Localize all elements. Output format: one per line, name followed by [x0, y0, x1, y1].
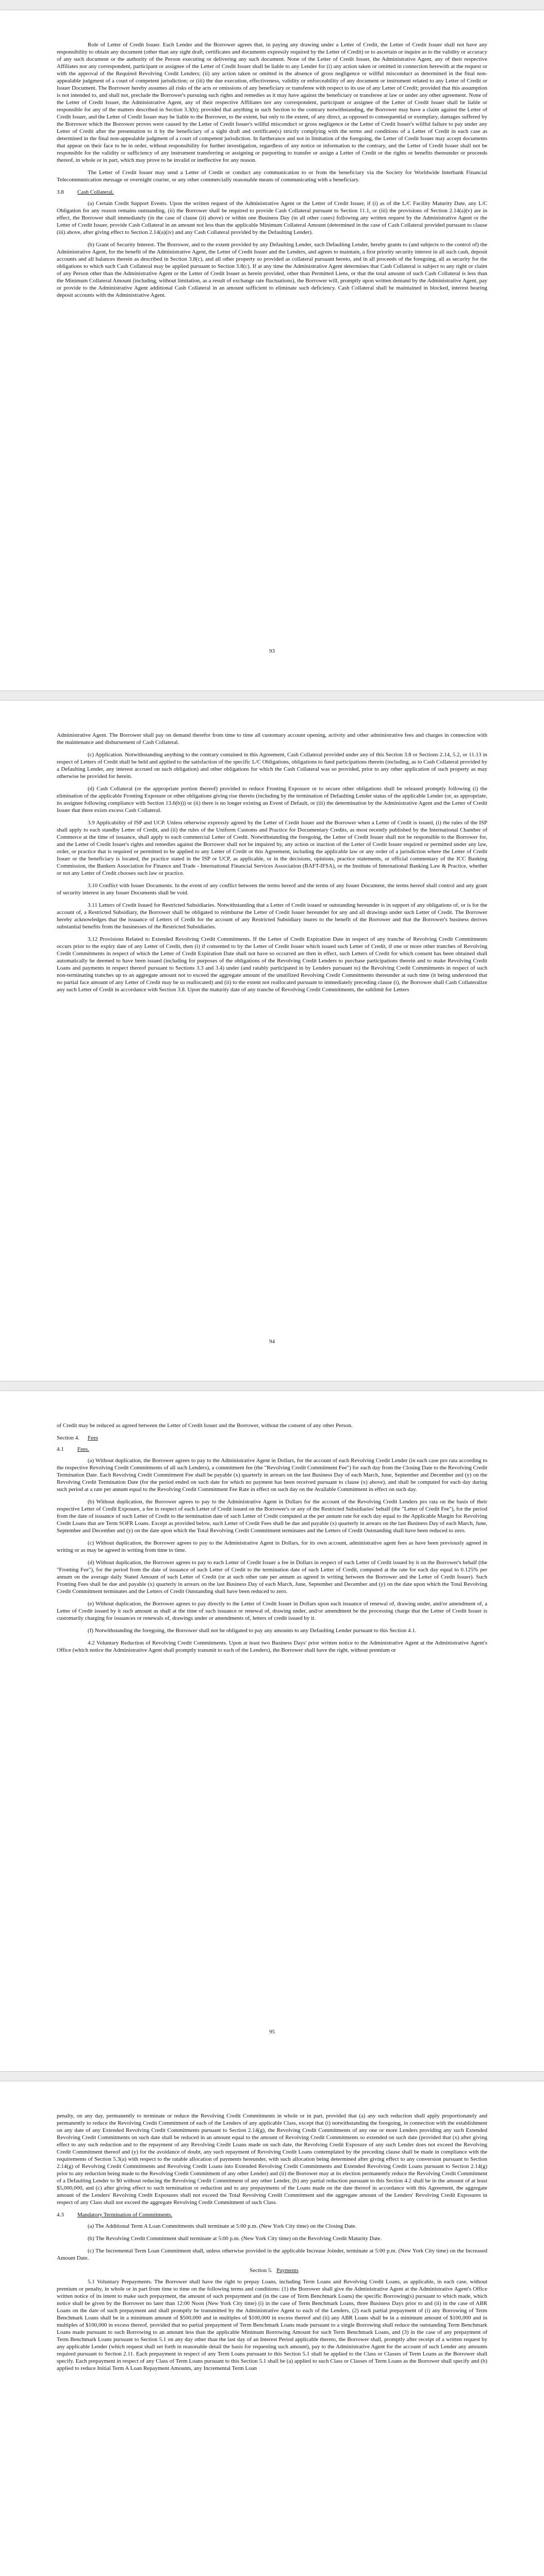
paragraph: (a) The Additional Term A Loan Commitments shall terminate at 5:00 p.m. (New York City time) on the Closing Date.: [88, 2223, 357, 2229]
page-94-body: [0, 701, 544, 993]
paragraph: 3.12 Provisions Related to Extended Revolving Credit Commitments. If the Letter of Credit Expiration Date in respect of any tranche of Revolving Credit Commitments occurs prior to the expiry date of any Letter of Credit, then (i) if consented to by the Letter of Credit Issuer which issued such Letter of Credit, if one or more other tranches of Revolving Credit Commitments in respect of which the Letter of Credit Expiration Date shall not have so occurred are then in effect, such Letters of Credit for which consent has been obtained shall automatically be deemed to have been issued (including for purposes of the obligations of the Revolving Credit Lenders to purchase participations therein and to make Revolving Credit Loans and payments in respect thereof pursuant to Sections 3.3 and 3.4) under (and ratably participated in by Lenders pursuant to) the Revolving Credit Commitments in respect of such non-terminating tranches up to an aggregate amount not to exceed the aggregate amount of the unutilized Revolving Credit Commitments thereunder at such time (it being understood that no partial face amount of any Letter of Credit may be so reallocated) and (ii) to the extent not reallocated pursuant to immediately preceding clause (i), the Borrower shall Cash Collateralize any such Letter of Credit in accordance with Section 3.8. Upon the maturity date of any tranche of Revolving Credit Commitments, the sublimit for Letters: [57, 936, 487, 993]
page-number: 94: [269, 1338, 275, 1345]
heading-title: Mandatory Termination of Commitments.: [77, 2212, 173, 2218]
page-95-body: [0, 1391, 544, 1429]
page-96-body: [0, 2081, 544, 2206]
paragraph: penalty, on any day, permanently to terminate or reduce the Revolving Credit Commitments in whole or in part, provided that (a) any such reduction shall apply proportionately and permanently to reduce the Revolving Credit Commitment of each of the Lenders of any applicable Class, except that (i) notwithstanding the foregoing, in connection with the establishment on any date of any Extended Revolving Credit Commitments pursuant to Section 2.14(g), the Revolving Credit Commitments of any one or more Lenders providing any such Extended Revolving Credit Commitments on such date shall be reduced in an amount equal to the amount of Revolving Credit Commitments so extended on such date (provided that (x) after giving effect to any such reduction and to the repayment of any Revolving Credit Loans made on such date, the Revolving Credit Exposure of any such Lender does not exceed the Revolving Credit Commitment thereof and (y) for the avoidance of doubt, any such repayment of Revolving Credit Loans contemplated by the preceding clause shall be made in compliance with the requirements of Section 5.3(a) with respect to the ratable allocation of payments hereunder, with such allocation being determined after giving effect to any conversion pursuant to Section 2.14(g) of Revolving Credit Commitments and Revolving Credit Loans into Extended Revolving Credit Commitments and Extended Revolving Credit Loans pursuant to Section 2.14(g) prior to any reduction being made to the Revolving Credit Commitment of any other Lender) and (ii) the Borrower may at its election permanently reduce the Revolving Credit Commitment of a Defaulting Lender to $0 without reducing the Revolving Credit Commitment of any other Lender, (b) any partial reduction pursuant to this Section 4.2 shall be in the amount of at least $5,000,000, and (c) after giving effect to such termination or reduction and to any prepayments of the Loans made on the date thereof in accordance with this Agreement, the aggregate amount of the Lenders' Revolving Credit Exposures shall not exceed the Total Revolving Credit Commitment and the aggregate amount of the Lenders' Revolving Credit Exposures in respect of any Class shall not exceed the aggregate Revolving Credit Commitment of such Class.: [57, 2113, 487, 2206]
document-page-96: [0, 2081, 544, 2576]
page-number: 95: [269, 2029, 275, 2035]
paragraph: (c) Application. Notwithstanding anything to the contrary contained in this Agreement, Cash Collateral provided under any of this Section 3.8 or Sections 2.14, 5.2, or 11.13 in respect of Letters of Credit shall be held and applied to the satisfaction of the specific L/C Obligations, obligations to fund participations therein (including, as to Cash Collateral provided by a Defaulting Lender, any interest accrued on such obligation) and other obligations for which the Cash Collateral was so provided, prior to any other application of such property as may otherwise be provided for herein.: [57, 752, 487, 779]
paragraph: (c) Without duplication, the Borrower agrees to pay to the Administrative Agent in Dollars, for its own account, administrative agent fees as have been previously agreed in writing or as may be agreed in writing from time to time.: [57, 1540, 487, 1553]
heading-title: Payments: [276, 2267, 299, 2274]
paragraph: 3.10 Conflict with Issuer Documents. In the event of any conflict between the terms hereof and the terms of any Issuer Document, the terms hereof shall control and any grant of security interest in any Issuer Documents shall be void.: [57, 883, 487, 896]
paragraph: (b) The Revolving Credit Commitment shall terminate at 5:00 p.m. (New York City time) on the Revolving Credit Maturity Date.: [88, 2235, 382, 2242]
heading-number: Section 5.: [250, 2267, 273, 2274]
document-page-95: [0, 1391, 544, 2071]
paragraph: Administrative Agent. The Borrower shall pay on demand therefor from time to time all customary account opening, activity and other administrative fees and charges in connection with the maintenance and disbursement of Cash Collateral.: [57, 732, 487, 745]
paragraph: 3.9 Applicability of ISP and UCP. Unless otherwise expressly agreed by the Letter of Credit Issuer and the Borrower when a Letter of Credit is issued, (i) the rules of the ISP shall apply to each standby Letter of Credit, and (ii) the rules of the Uniform Customs and Practice for Documentary Credits, as most recently published by the International Chamber of Commerce at the time of issuance, shall apply to each commercial Letter of Credit. Notwithstanding the foregoing, the Letter of Credit Issuer shall not be responsible to the Borrower for, and the Letter of Credit Issuer's rights and remedies against the Borrower shall not be impaired by, any action or inaction of the Letter of Credit Issuer required or permitted under any law, order, or practice that is required or permitted to be applied to any Letter of Credit or this Agreement, including the applicable law or any order of a jurisdiction where the Letter of Credit Issuer or the beneficiary is located, the practice stated in the ISP or UCP, as applicable, or in the decisions, opinions, practice statements, or official commentary of the ICC Banking Commission, the Bankers Association for Finance and Trade - International Financial Services Association (BAFT-IFSA), or the Institute of International Banking Law & Practice, whether or not any Letter of Credit chooses such law or practice.: [57, 820, 487, 876]
paragraph: (f) Notwithstanding the foregoing, the Borrower shall not be obligated to pay any amounts to any Defaulting Lender pursuant to this Section 4.1.: [88, 1628, 417, 1634]
heading-number: 3.8: [57, 189, 64, 195]
heading-title: Cash Collateral.: [77, 189, 114, 195]
page-93-body: [0, 10, 544, 183]
paragraph: (d) Without duplication, the Borrower agrees to pay to each Letter of Credit Issuer a fee in Dollars in respect of each Letter of Credit issued by it on the Borrower's behalf (the "Fronting Fee"), for the period from the date of issuance of such Letter of Credit to the termination date of such Letter of Credit, computed at the rate for each day equal to 0.125% per annum on the average daily Stated Amount of such Letter of Credit (or at such other rate per annum as agreed in writing between the Borrower and the Letter of Credit Issuer). Such Fronting Fees shall be due and payable (x) quarterly in arrears on the last Business Day of each March, June, September and December and (y) on the date upon which the Total Revolving Credit Commitment terminates and the Letters of Credit Outstanding shall have been reduced to zero.: [57, 1560, 487, 1595]
paragraph: (a) Without duplication, the Borrower agrees to pay to the Administrative Agent in Dollars, for the account of each Revolving Credit Lender (in each case pro rata according to the respective Revolving Credit Commitments of all such Lenders), a commitment fee (the "Revolving Credit Commitment Fee") for each day from the Closing Date to the Revolving Credit Termination Date. Each Revolving Credit Commitment Fee shall be payable (x) quarterly in arrears on the last Business Day of each March, June, September and December and (y) on the Revolving Credit Termination Date (for the period ended on such date for which no payment has been received pursuant to clause (x) above), and shall be computed for each day during such period at a rate per annum equal to the Revolving Credit Commitment Fee Rate in effect on such day on the Available Commitment in effect on such day.: [57, 1458, 488, 1493]
page-number: 93: [269, 648, 275, 654]
heading-number: Section 4.: [57, 1435, 79, 1441]
paragraph: (a) Certain Credit Support Events. Upon the written request of the Administrative Agent or the Letter of Credit Issuer, if (i) as of the L/C Facility Maturity Date, any L/C Obligation for any reason remains outstanding, (ii) the Borrower shall be required to provide Cash Collateral pursuant to Section 11.1, or (iii) the provisions of Section 2.14(a)(v) are in effect, the Borrower shall immediately (in the case of clause (ii) above) or within one Business Day (in all other cases) following any written request by the Administrative Agent or the Letter of Credit Issuer, provide Cash Collateral in an amount not less than the applicable Minimum Collateral Amount (determined in the case of Cash Collateral provided pursuant to clause (iii) above, after giving effect to Section 2.14(a)(iv) and any Cash Collateral provided by the Defaulting Lender).: [57, 200, 487, 235]
section-heading: [57, 189, 544, 196]
section-heading: [0, 2267, 544, 2274]
document-page-94: [0, 701, 544, 1381]
paragraph: (e) Without duplication, the Borrower agrees to pay directly to the Letter of Credit Issuer in Dollars upon each issuance of renewal of, drawing under, and/or amendment of, a Letter of Credit issued by it such amount as shall at the time of such issuance or renewal of, drawing under, and/or amendment be the processing charge that the Letter of Credit Issuer is customarily charging for issuances or renewals of, drawings under or amendments of, letters of credit issued by it.: [57, 1601, 487, 1621]
paragraph: of Credit may be reduced as agreed between the Letter of Credit Issuer and the Borrower, without the consent of any other Person.: [57, 1422, 353, 1429]
paragraph: 4.2 Voluntary Reduction of Revolving Credit Commitments. Upon at least two Business Days' prior written notice to the Administrative Agent at the Administrative Agent's Office (which notice the Administrative Agent shall promptly transmit to each of the Lenders), the Borrower shall have the right, without premium or: [57, 1640, 487, 1653]
page-95-body-2: [0, 1457, 544, 1654]
heading-number: 4.1: [57, 1446, 64, 1452]
paragraph: 3.11 Letters of Credit Issued for Restricted Subsidiaries. Notwithstanding that a Letter of Credit issued or outstanding hereunder is in support of any obligations of, or is for the account of, a Restricted Subsidiary, the Borrower shall be obligated to reimburse the Letter of Credit Issuer hereunder for any and all drawings under such Letter of Credit. The Borrower hereby acknowledges that the issuance of Letters of Credit for the account of any Restricted Subsidiary inures to the benefit of the Borrower and that the Borrower's business derives substantial benefits from the businesses of the Restricted Subsidiaries.: [57, 902, 487, 930]
paragraph: 5.1 Voluntary Prepayments. The Borrower shall have the right to prepay Loans, including Term Loans and Revolving Credit Loans, as applicable, in each case, without premium or penalty, in whole or in part from time to time on the following terms and conditions: (1) the Borrower shall give the Administrative Agent at the Administrative Agent's Office written notice of its intent to make such prepayment, the amount of such prepayment and (in the case of Term Benchmark Loans) the specific Borrowing(s) pursuant to which made, which notice shall be given by the Borrower no later than 12:00 Noon (New York City time) (i) in the case of Term Benchmark Loans, three Business Days prior to and (ii) in the case of ABR Loans on the date of such prepayment and shall promptly be transmitted by the Administrative Agent to each of the Lenders, (2) each partial prepayment of (i) any Borrowing of Term Benchmark Loans shall be in a minimum amount of $500,000 and in multiples of $100,000 in excess thereof and (ii) any ABR Loans shall be in a minimum amount of $100,000 and in multiples of $100,000 in excess thereof, provided that no partial prepayment of Term Benchmark Loans made pursuant to a single Borrowing shall reduce the outstanding Term Benchmark Loans made pursuant to such Borrowing to an amount less than the applicable Minimum Borrowing Amount for such Term Benchmark Loans, and (3) in the case of any prepayment of Term Benchmark Loans pursuant to Section 5.1 on any day other than the last day of an Interest Period applicable thereto, the Borrower shall, promptly after receipt of a written request by any applicable Lender (which request shall set forth in reasonable detail the basis for requesting such amount), pay to the Administrative Agent for the account of such Lender any amounts required pursuant to Section 2.11. Each prepayment in respect of any Term Loans pursuant to this Section 5.1 shall be applied to the Class or Classes of Term Loans as the Borrower shall specify. Each prepayment in respect of any Class of Term Loans pursuant to this Section 5.1 shall be (a) applied to such Class or Classes of Term Loans as the Borrower shall specify and (b) applied to reduce Initial Term A Loan Repayment Amounts, any Incremental Term Loan: [57, 2279, 487, 2371]
heading-number: 4.3: [57, 2212, 64, 2218]
section-heading: [57, 1434, 544, 1442]
heading-title: Fees.: [77, 1446, 89, 1452]
paragraph: (d) Cash Collateral (or the appropriate portion thereof) provided to reduce Fronting Exposure or to secure other obligations shall be released promptly following (i) the elimination of the applicable Fronting Exposure or other obligations giving rise thereto (including by the termination of Defaulting Lender status of the applicable Lender (or, as appropriate, its assignee following compliance with Section 13.6(b))) or (ii) there is no longer existing an Event of Default, or (iii) the determination by the Administrative Agent and the Letter of Credit Issuer that there exists excess Cash Collateral.: [57, 786, 487, 814]
section-heading: [57, 1446, 544, 1453]
document-page-93: [0, 10, 544, 690]
heading-title: Fees: [88, 1435, 98, 1441]
page-96-body-3: [0, 2278, 544, 2372]
paragraph: (b) Grant of Security Interest. The Borrower, and to the extent provided by any Defaulting Lender, such Defaulting Lender, hereby grants to (and subjects to the control of) the Administrative Agent, for the benefit of the Administrative Agent, the Letter of Credit Issuer and the Lenders, and agrees to maintain, a first priority security interest in all such cash, deposit accounts and all balances therein as described in Section 3.8(c), and all other property so provided as collateral pursuant hereto, and in all proceeds of the foregoing, all as security for the obligations to which such Cash Collateral may be applied pursuant to Section 3.8(c). If at any time the Administrative Agent determines that Cash Collateral is subject to any right or claim of any Person other than the Administrative Agent or the Letter of Credit Issuer as herein provided, other than Permitted Liens, or that the total amount of such Cash Collateral is less than the Minimum Collateral Amount (including, without limitation, as a result of exchange rate fluctuations), the Borrower will, promptly upon written demand by the Administrative Agent, pay or provide to the Administrative Agent additional Cash Collateral in an amount sufficient to eliminate such deficiency. Cash Collateral shall be maintained in blocked, interest bearing deposit accounts with the Administrative Agent.: [57, 242, 487, 298]
paragraph: The Letter of Credit Issuer may send a Letter of Credit or conduct any communication to or from the beneficiary via the Society for Worldwide Interbank Financial Telecommunication message or overnight courier, or any other commercially reasonable means of communicating with a beneficiary.: [57, 170, 487, 183]
page-93-body-2: [0, 200, 544, 299]
section-heading: [57, 2211, 544, 2218]
page-96-body-2: [0, 2223, 544, 2262]
paragraph: (b) Without duplication, the Borrower agrees to pay to the Administrative Agent in Dollars for the account of the Revolving Credit Lenders pro rata on the basis of their respective Letter of Credit Exposure, a fee in respect of each Letter of Credit issued on the Borrower's or any of the Restricted Subsidiaries' behalf (the "Letter of Credit Fee"), for the period from the date of issuance of such Letter of Credit to the termination date of such Letter of Credit computed at the per annum rate for each day equal to the Applicable Margin for Revolving Credit Loans that are Term SOFR Loans. Except as provided below, such Letter of Credit Fees shall be due and payable (x) quarterly in arrears on the last Business Day of each March, June, September and December and (y) on the date upon which the Total Revolving Credit Commitment terminates and the Letters of Credit Outstanding shall have been reduced to zero.: [57, 1499, 487, 1534]
paragraph: Role of Letter of Credit Issuer. Each Lender and the Borrower agrees that, in paying any drawing under a Letter of Credit, the Letter of Credit Issuer shall not have any responsibility to obtain any document (other than any sight draft, certificates and documents expressly required by the Letter of Credit) or to ascertain or inquire as to the validity or accuracy of any such document or the authority of the Person executing or delivering any such document. None of the Letter of Credit Issuer, the Administrative Agent, any of their respective Affiliates nor any correspondent, participant or assignee of the Letter of Credit Issuer shall be liable to any Lender for (i) any action taken or omitted in connection herewith at the request or with the approval of the Required Revolving Credit Lenders; (ii) any action taken or omitted in the absence of gross negligence or willful misconduct as determined in the final non-appealable judgment of a court of competent jurisdiction; or (iii) the due execution, effectiveness, validity or enforceability of any document or instrument related to any Letter of Credit or Issuer Document. The Borrower hereby assumes all risks of the acts or omissions of any beneficiary or transferee with respect to its use of any Letter of Credit; provided that this assumption is not intended to, and shall not, preclude the Borrower's pursuing such rights and remedies as it may have against the beneficiary or transferee at law or under any other agreement. None of the Letter of Credit Issuer, the Administrative Agent, any of their respective Affiliates nor any correspondent, participant or assignee of the Letter of Credit Issuer shall be liable or responsible for any of the matters described in Section 3.3(b); provided that anything in such Section to the contrary notwithstanding, the Borrower may have a claim against the Letter of Credit Issuer, and the Letter of Credit Issuer may be liable to the Borrower, to the extent, but only to the extent, of any direct, as opposed to consequential or exemplary, damages suffered by the Borrower which the Borrower proves were caused by the Letter of Credit Issuer's willful misconduct or gross negligence or the Letter of Credit Issuer's willful failure to pay under any Letter of Credit after the presentation to it by the beneficiary of a sight draft and certificate(s) strictly complying with the terms and conditions of a Letter of Credit in each case as determined in the final non-appealable judgment of a court of competent jurisdiction. In furtherance and not in limitation of the foregoing, the Letter of Credit Issuer may accept documents that appear on their face to be in order, without responsibility for further investigation, regardless of any notice or information to the contrary, and the Letter of Credit Issuer shall not be responsible for the validity or sufficiency of any instrument transferring or assigning or purporting to transfer or assign a Letter of Credit or the rights or benefits thereunder or proceeds thereof, in whole or in part, which may prove to be invalid or ineffective for any reason.: [57, 42, 487, 163]
paragraph: (c) The Incremental Term Loan Commitment shall, unless otherwise provided in the applicable Increase Joinder, terminate at 5:00 p.m. (New York City time) on the Increased Amount Date.: [57, 2248, 487, 2261]
